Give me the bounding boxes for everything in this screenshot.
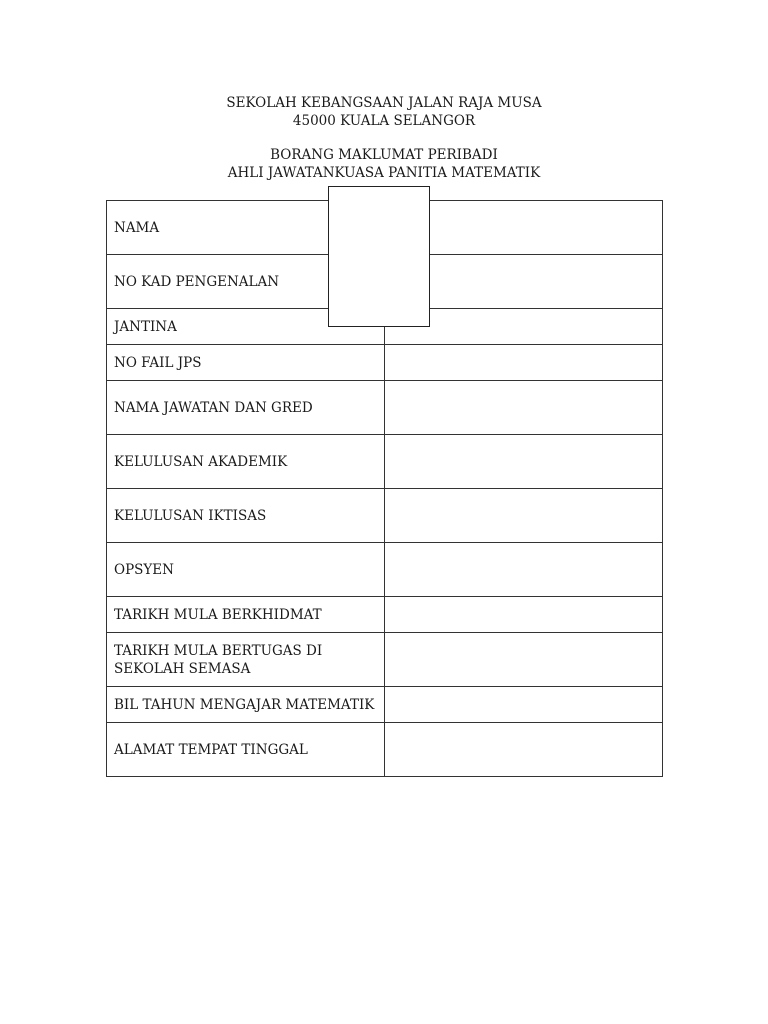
form-heading [0,147,768,182]
row-value-no-fail-jps[interactable] [385,345,663,381]
row-label-no-kad-pengenalan: NO KAD PENGENALAN [107,255,385,309]
row-value-tarikh-mula-bertugas[interactable] [385,633,663,687]
table-row [107,543,663,597]
table-row [107,435,663,489]
table-row [107,489,663,543]
row-label-nama: NAMA [107,201,385,255]
school-name: SEKOLAH KEBANGSAAN JALAN RAJA MUSA [226,95,542,111]
table-row [107,597,663,633]
row-value-kelulusan-iktisas[interactable] [385,489,663,543]
photo-placeholder [328,186,430,327]
row-value-opsyen[interactable] [385,543,663,597]
row-value-alamat-tempat-tinggal[interactable] [385,723,663,777]
form-title: BORANG MAKLUMAT PERIBADI [270,147,498,163]
row-label-no-fail-jps: NO FAIL JPS [107,345,385,381]
row-value-bil-tahun-mengajar[interactable] [385,687,663,723]
form-subtitle: AHLI JAWATANKUASA PANITIA MATEMATIK [227,164,541,181]
row-label-kelulusan-akademik: KELULUSAN AKADEMIK [107,435,385,489]
table-row [107,381,663,435]
table-row [107,687,663,723]
row-label-kelulusan-iktisas: KELULUSAN IKTISAS [107,489,385,543]
row-label-tarikh-mula-berkhidmat: TARIKH MULA BERKHIDMAT [107,597,385,633]
row-value-tarikh-mula-berkhidmat[interactable] [385,597,663,633]
row-label-jantina: JANTINA [107,309,385,345]
row-label-bil-tahun-mengajar: BIL TAHUN MENGAJAR MATEMATIK [107,687,385,723]
table-row [107,723,663,777]
row-label-alamat-tempat-tinggal: ALAMAT TEMPAT TINGGAL [107,723,385,777]
row-label-nama-jawatan-dan-gred: NAMA JAWATAN DAN GRED [107,381,385,435]
row-value-nama-jawatan-dan-gred[interactable] [385,381,663,435]
row-label-tarikh-mula-bertugas: TARIKH MULA BERTUGAS DI SEKOLAH SEMASA [107,633,385,687]
school-address: 45000 KUALA SELANGOR [292,112,476,129]
school-header [0,95,768,130]
row-value-kelulusan-akademik[interactable] [385,435,663,489]
table-row [107,633,663,687]
table-row [107,345,663,381]
row-label-opsyen: OPSYEN [107,543,385,597]
